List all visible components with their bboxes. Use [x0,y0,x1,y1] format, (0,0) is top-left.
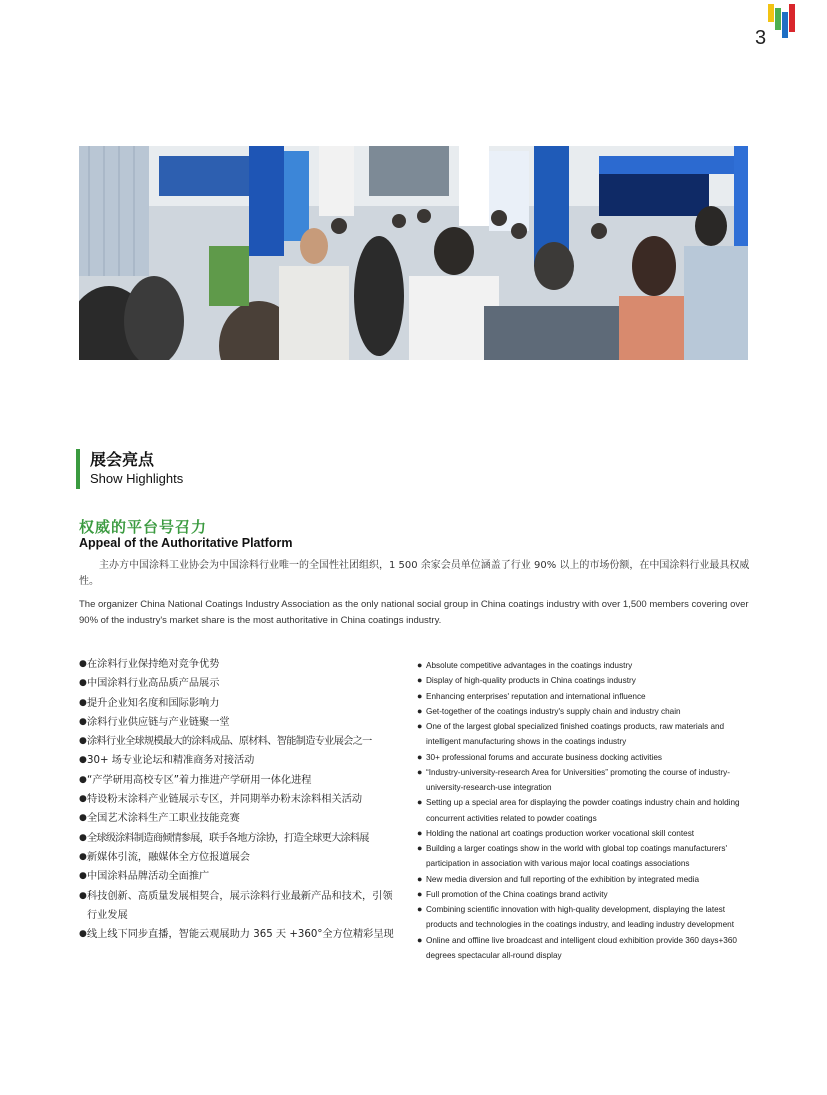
list-item: ● 全国艺术涂料生产工职业技能竞赛 [79,809,409,828]
bullet-icon: ● [417,843,423,853]
highlights-list-zh [79,655,409,944]
list-item: ● New media diversion and full reporting of the exhibition by integrated media [417,872,755,887]
list-item: ● Online and offline live broadcast and intelligent cloud exhibition provide 360 days+360 degrees spectacular all-round display [417,934,737,960]
list-item: ● Combining scientific innovation with high-quality development, displaying the latest products and technologies in the coatings industry, and leading industry development [417,904,734,930]
list-item: ● “产学研用高校专区”着力推进产学研用一体化进程 [79,771,409,790]
list-item: ● Display of high-quality products in China coatings industry [417,673,755,688]
list-item: ● Building a larger coatings show in the world with global top coatings manufacturers' participation in association with various major local coatings associations [417,843,728,869]
list-item: ● Get-together of the coatings industry's supply chain and industry chain [417,704,755,719]
exhibition-hall-photo [79,146,748,360]
bullet-icon: ● [417,751,423,762]
bullet-icon: ● [417,873,423,884]
brand-logo-icon [766,0,798,40]
page-number: 3 [755,27,767,49]
bullet-icon: ● [79,716,87,727]
subsection-title-en: Appeal of the Authoritative Platform [79,536,293,550]
list-item: ● 新媒体引流，融媒体全方位报道展会 [79,848,409,867]
bullet-icon: ● [79,871,87,882]
bullet-icon: ● [417,675,423,686]
list-item: ● 30+ 场专业论坛和精准商务对接活动 [79,751,409,770]
bullet-icon: ● [417,797,423,808]
bullet-icon: ● [79,736,87,747]
bullet-icon: ● [417,690,423,701]
bullet-icon: ● [417,660,423,670]
section-title-en: Show Highlights [90,471,184,486]
bullet-icon: ● [417,766,423,777]
intro-paragraph-zh: 主办方中国涂料工业协会为中国涂料行业唯一的全国性社团组织，1 500 余家会员单位涵盖了行业 90% 以上的市场份额，在中国涂料行业最具权威性。 [79,560,750,587]
list-item: ● 中国涂料行业高品质产品展示 [79,674,409,693]
bullet-icon: ● [79,774,87,785]
bullet-icon: ● [79,794,87,805]
list-item: ● 中国涂料品牌活动全面推广 [79,867,409,886]
list-item: ● 全球级涂料制造商倾情参展，联手各地方涂协，打造全球更大涂料展 [79,829,409,848]
bullet-icon: ● [79,890,87,901]
bullet-icon: ● [79,678,87,689]
bullet-icon: ● [417,904,423,914]
bullet-icon: ● [79,851,87,862]
bullet-icon: ● [417,888,423,899]
intro-paragraph-en: The organizer China National Coatings Industry Association as the only national social group in China coatings industry with over 1,500 members covering over 90% of the industry's market share is the most authoritative in China coatings industry. [79,599,749,626]
bullet-icon: ● [417,934,423,945]
bullet-icon: ● [417,705,423,716]
list-item: ● 涂料行业供应链与产业链聚一堂 [79,713,409,732]
list-item: ● Holding the national art coatings production worker vocational skill contest [417,826,755,841]
list-item: ● Absolute competitive advantages in the coatings industry [417,658,755,673]
list-item: ● “Industry-university-research Area for Universities” promoting the course of industry-university-research-use integration [417,766,730,792]
bullet-icon: ● [79,813,87,824]
list-item: ● 30+ professional forums and accurate business docking activities [417,750,755,765]
list-item: ● Full promotion of the China coatings brand activity [417,887,755,902]
list-item: ● 科技创新、高质量发展相契合，展示涂料行业最新产品和技术，引领行业发展 [79,887,399,926]
highlights-list-en [417,658,755,963]
bullet-icon: ● [79,697,87,708]
list-item: ● 特设粉末涂料产业链展示专区，并同期举办粉末涂料相关活动 [79,790,409,809]
list-item: ● 在涂料行业保持绝对竞争优势 [79,655,409,674]
logo-bar-yellow [768,4,774,22]
bullet-icon: ● [417,721,423,731]
bullet-icon: ● [79,755,87,766]
section-header [76,449,183,489]
logo-bar-green [775,8,781,30]
logo-bar-red [789,4,795,32]
bullet-icon: ● [79,929,87,940]
list-item: ● Enhancing enterprises' reputation and international influence [417,689,755,704]
bullet-icon: ● [79,832,87,843]
list-item: ● 涂料行业全球规模最大的涂料成品、原材料、智能制造专业展会之一 [79,732,409,751]
list-item: ● Setting up a special area for displaying the powder coatings industry chain and holding concurrent activities related to powder coatings [417,797,740,823]
bullet-icon: ● [79,659,87,669]
section-title-zh: 展会亮点 [90,450,155,469]
list-item: ● One of the largest global specialized finished coatings products, raw materials and intelligent manufacturing shows in the coatings industry [417,721,725,747]
list-item: ● 提升企业知名度和国际影响力 [79,694,409,713]
bullet-icon: ● [417,827,423,838]
list-item: ● 线上线下同步直播，智能云观展助力 365 天 +360°全方位精彩呈现 [79,925,409,944]
subsection-title-zh: 权威的平台号召力 [79,518,208,536]
logo-bar-blue [782,12,788,38]
